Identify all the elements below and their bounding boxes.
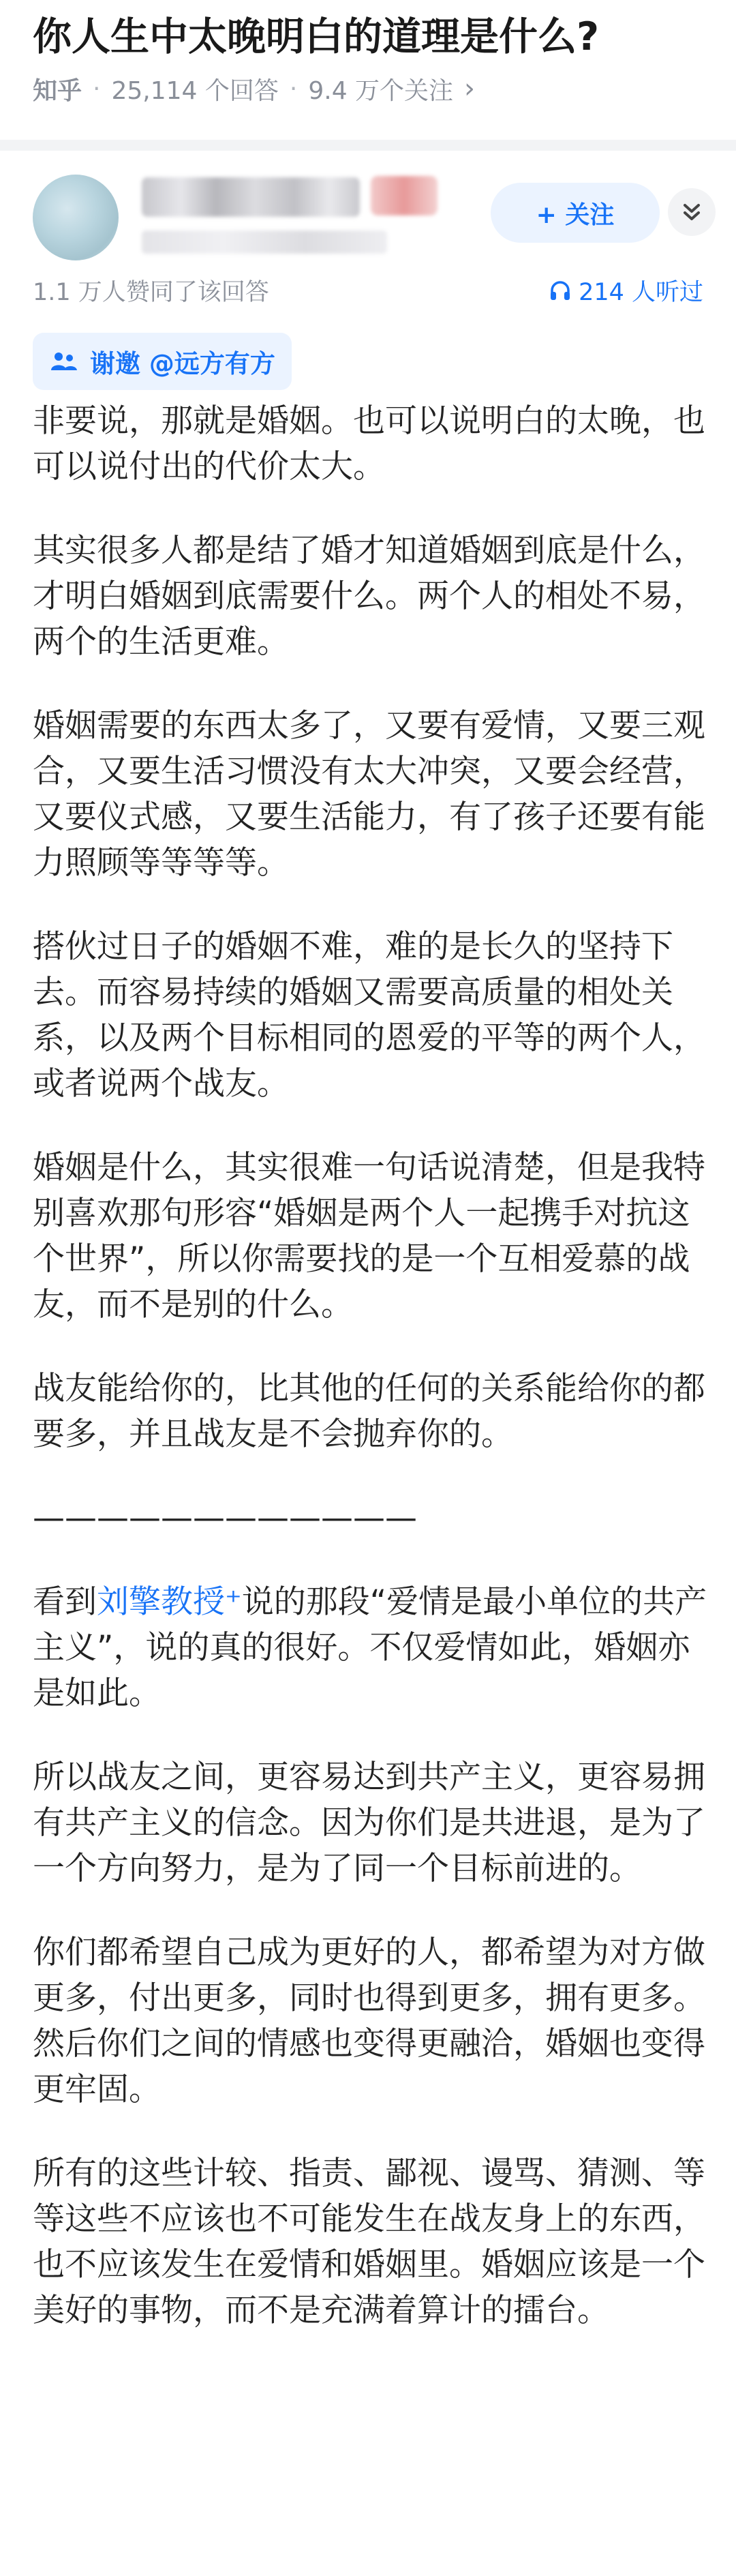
paragraph: 所有的这些计较、指责、鄙视、谩骂、猜测、等等这些不应该也不可能发生在战友身上的东西，也不应该发生在爱情和婚姻里。婚姻应该是一个美好的事物，而不是充满着算计的擂台。: [33, 2155, 705, 2329]
paragraph: 你们都希望自己成为更好的人，都希望为对方做更多，付出更多，同时也得到更多，拥有更多。然后你们之间的情感也变得更融洽，婚姻也变得更牢固。: [33, 1934, 705, 2108]
listen-count-label: 214 人听过: [579, 279, 703, 306]
paragraph: 其实很多人都是结了婚才知道婚姻到底是什么，才明白婚姻到底需要什么。两个人的相处不易，两个的生活更难。: [33, 532, 705, 661]
question-title[interactable]: 你人生中太晚明白的道理是什么?: [33, 14, 600, 59]
answer-body: [33, 398, 707, 2371]
author-badge-blurred: [371, 176, 438, 215]
paragraph-with-mention: [33, 1579, 707, 1716]
meta-separator: ·: [93, 74, 101, 103]
chevron-right-icon: ›: [464, 73, 476, 104]
avatar[interactable]: [33, 175, 119, 260]
author-name-blurred[interactable]: [142, 177, 360, 217]
invite-tag[interactable]: [33, 333, 292, 390]
follower-count: 9.4 万个关注: [308, 76, 454, 105]
paragraph: 婚姻需要的东西太多了，又要有爱情，又要三观合，又要生活习惯没有太大冲突，又要会经营，又要仪式感，又要生活能力，有了孩子还要有能力照顾等等等等。: [33, 707, 705, 882]
headphones-icon: [549, 279, 572, 302]
mention-link[interactable]: 刘擎教授: [97, 1583, 225, 1621]
answer-count: 25,114 个回答: [111, 76, 279, 105]
paragraph: 非要说，那就是婚姻。也可以说明白的太晚，也可以说付出的代价太大。: [33, 402, 705, 485]
paragraph: 战友能给你的，比其他的任何的关系能给你的都要多，并且战友是不会抛弃你的。: [33, 1370, 705, 1453]
invite-people-icon: [49, 350, 79, 373]
author-header: [33, 169, 707, 271]
invite-label: 谢邀 @远方有方: [90, 349, 275, 378]
meta-separator: ·: [289, 74, 298, 103]
question-meta[interactable]: [33, 67, 475, 110]
mention-sup: ⁺: [225, 1583, 242, 1621]
paragraph: 所以战友之间，更容易达到共产主义，更容易拥有共产主义的信念。因为你们是共进退，是为了一个方向努力，是为了同一个目标前进的。: [33, 1758, 705, 1887]
paragraph: 搭伙过日子的婚姻不难，难的是长久的坚持下去。而容易持续的婚姻又需要高质量的相处关系，以及两个目标相同的恩爱的平等的两个人，或者说两个战友。: [33, 928, 705, 1103]
mention-rest: 说的那段“爱情是最小单位的共产主义”，说的真的很好。不仅爱情如此，婚姻亦是如此。: [33, 1583, 707, 1712]
paragraph: 婚姻是什么，其实很难一句话说清楚，但是我特别喜欢那句形容“婚姻是两个人一起携手对抗这个世界”，所以你需要找的是一个互相爱慕的战友，而不是别的什么。: [33, 1149, 705, 1323]
section-divider: [0, 140, 736, 151]
site-name: 知乎: [33, 76, 82, 105]
mention-prefix: 看到: [33, 1583, 97, 1621]
author-bio-blurred: [142, 230, 387, 254]
answer-stats: [33, 273, 703, 308]
follow-button[interactable]: + 关注: [491, 183, 660, 243]
listen-count[interactable]: [549, 273, 703, 308]
expand-button[interactable]: [668, 188, 716, 236]
like-count: 1.1 万人赞同了该回答: [33, 279, 269, 306]
text-separator: ————————————: [33, 1499, 417, 1537]
chevron-double-down-icon: [680, 200, 703, 224]
